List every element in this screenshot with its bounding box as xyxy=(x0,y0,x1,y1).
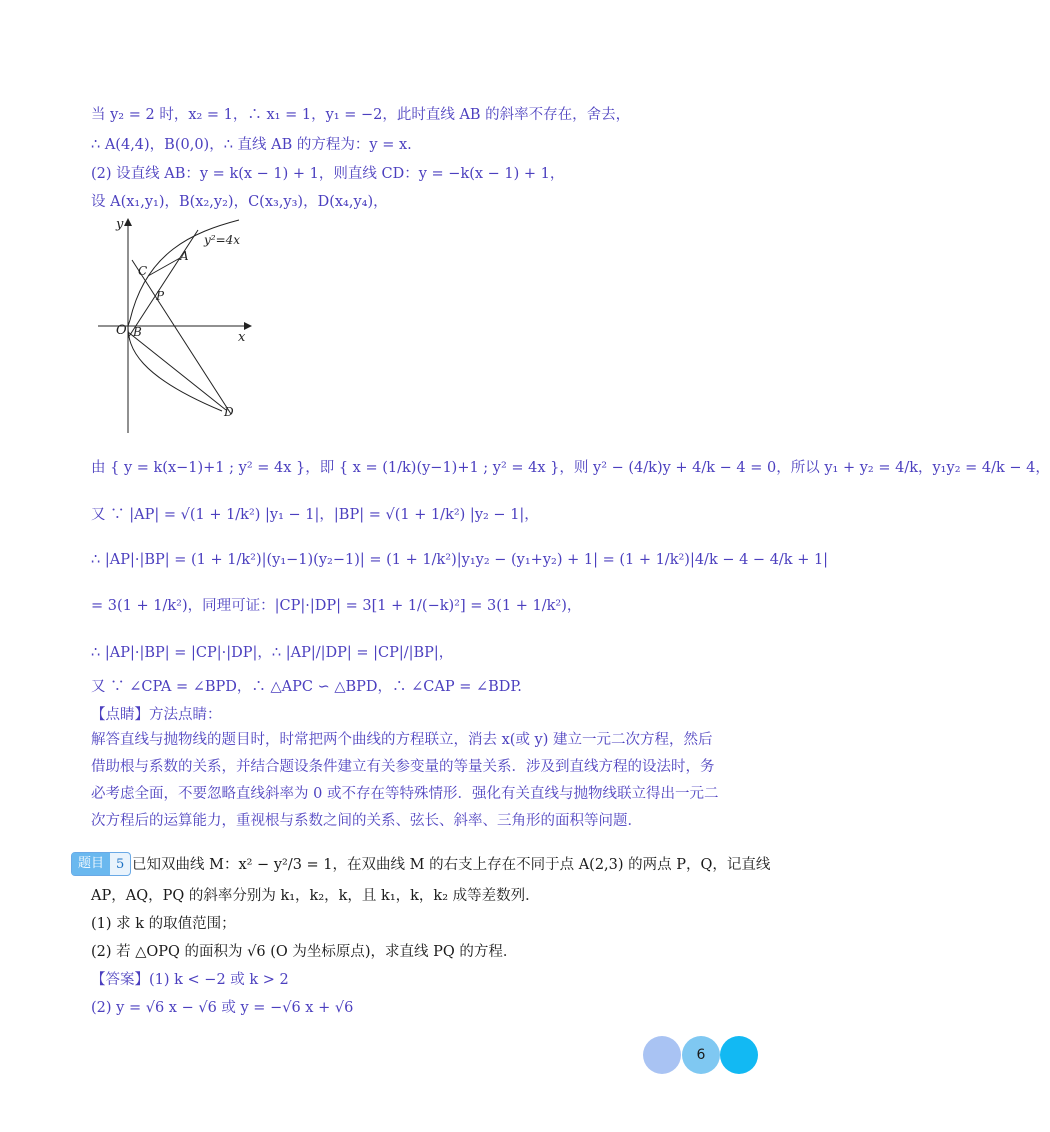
point-c-label: C xyxy=(138,264,148,278)
problem-badge-label: 题目 xyxy=(72,853,110,875)
origin-label: O xyxy=(116,323,127,338)
question-2: (2) 若 △OPQ 的面积为 √6 (O 为坐标原点)，求直线 PQ 的方程． xyxy=(91,944,518,960)
problem-stem-1: 已知双曲线 M：x² − y²/3 = 1，在双曲线 M 的右支上存在不同于点 A(2,3) 的两点 P，Q，记直线 xyxy=(132,857,771,873)
page-number: 6 xyxy=(696,1047,706,1063)
x-axis-label: x xyxy=(238,330,246,345)
solution-line-9: ∴ |AP|·|BP| = |CP|·|DP|，∴ |AP|/|DP| = |CP|/|BP|， xyxy=(91,645,454,661)
question-1: (1) 求 k 的取值范围； xyxy=(91,916,236,932)
solution-line-6: 又 ∵ |AP| = √(1 + 1/k²) |y₁ − 1|，|BP| = √(1 + 1/k²) |y₂ − 1|， xyxy=(91,507,539,523)
page-circle-1 xyxy=(643,1036,681,1074)
answer-1: 【答案】(1) k < −2 或 k > 2 xyxy=(91,972,289,988)
problem-stem-2: AP，AQ，PQ 的斜率分别为 k₁，k₂，k，且 k₁，k，k₂ 成等差数列． xyxy=(91,888,540,904)
solution-line-10: 又 ∵ ∠CPA = ∠BPD，∴ △APC ∽ △BPD，∴ ∠CAP = ∠BDP. xyxy=(91,679,522,695)
line-ab xyxy=(128,230,198,338)
line-cd xyxy=(132,260,231,414)
problem-badge-number: 5 xyxy=(116,856,125,872)
y-axis-arrow xyxy=(124,218,132,226)
page-circle-3 xyxy=(720,1036,758,1074)
tip-heading: 【点睛】方法点睛： xyxy=(91,707,222,723)
point-a-label: A xyxy=(180,249,189,263)
solution-line-1: 当 y₂ = 2 时，x₂ = 1，∴ x₁ = 1，y₁ = −2，此时直线 AB 的斜率不存在，舍去， xyxy=(91,107,631,123)
solution-line-2: ∴ A(4,4)，B(0,0)，∴ 直线 AB 的方程为：y = x. xyxy=(91,137,412,153)
line-bd xyxy=(128,332,226,410)
solution-line-5: 由 { y = k(x−1)+1 ; y² = 4x }，即 { x = (1/k)(y−1)+1 ; y² = 4x }，则 y² − (4/k)y + 4/k − 4 = 0，所以 y₁ + y₂ = 4/k，y₁y₂ = 4/k − 4， xyxy=(91,460,1050,476)
y-axis-label: y xyxy=(116,217,124,232)
solution-line-4: 设 A(x₁,y₁)，B(x₂,y₂)，C(x₃,y₃)，D(x₄,y₄)， xyxy=(91,194,388,210)
line-ac xyxy=(148,258,180,276)
point-d-label: D xyxy=(224,405,234,419)
answer-2: (2) y = √6 x − √6 或 y = −√6 x + √6 xyxy=(91,1000,354,1016)
parabola-figure xyxy=(98,208,258,440)
problem-badge xyxy=(71,852,131,876)
x-axis-arrow xyxy=(244,322,252,330)
curve-label: y²=4x xyxy=(204,233,241,247)
solution-line-8: = 3(1 + 1/k²)，同理可证：|CP|·|DP| = 3[1 + 1/(−k)²] = 3(1 + 1/k²)， xyxy=(91,598,582,614)
solution-line-7: ∴ |AP|·|BP| = (1 + 1/k²)|(y₁−1)(y₂−1)| = (1 + 1/k²)|y₁y₂ − (y₁+y₂) + 1| = (1 + 1/k²)|4/k − 4 − 4/k + 1| xyxy=(91,552,829,568)
point-b-label: B xyxy=(133,325,142,339)
point-p-label: P xyxy=(156,289,165,303)
tip-body: 解答直线与抛物线的题目时，时常把两个曲线的方程联立，消去 x(或 y) 建立一元二次方程，然后借助根与系数的关系，并结合题设条件建立有关参变量的等量关系．涉及到直线方程的设法时，务必考虑全面，不要忽略直线斜率为 0 或不存在等特殊情形．强化有关直线与抛物线联立得出一元二次方程后的运算能力，重视根与系数之间的关系、弦长、斜率、三角形的面积等问题． xyxy=(91,732,719,829)
solution-line-3: (2) 设直线 AB：y = k(x − 1) + 1，则直线 CD：y = −k(x − 1) + 1， xyxy=(91,166,565,182)
